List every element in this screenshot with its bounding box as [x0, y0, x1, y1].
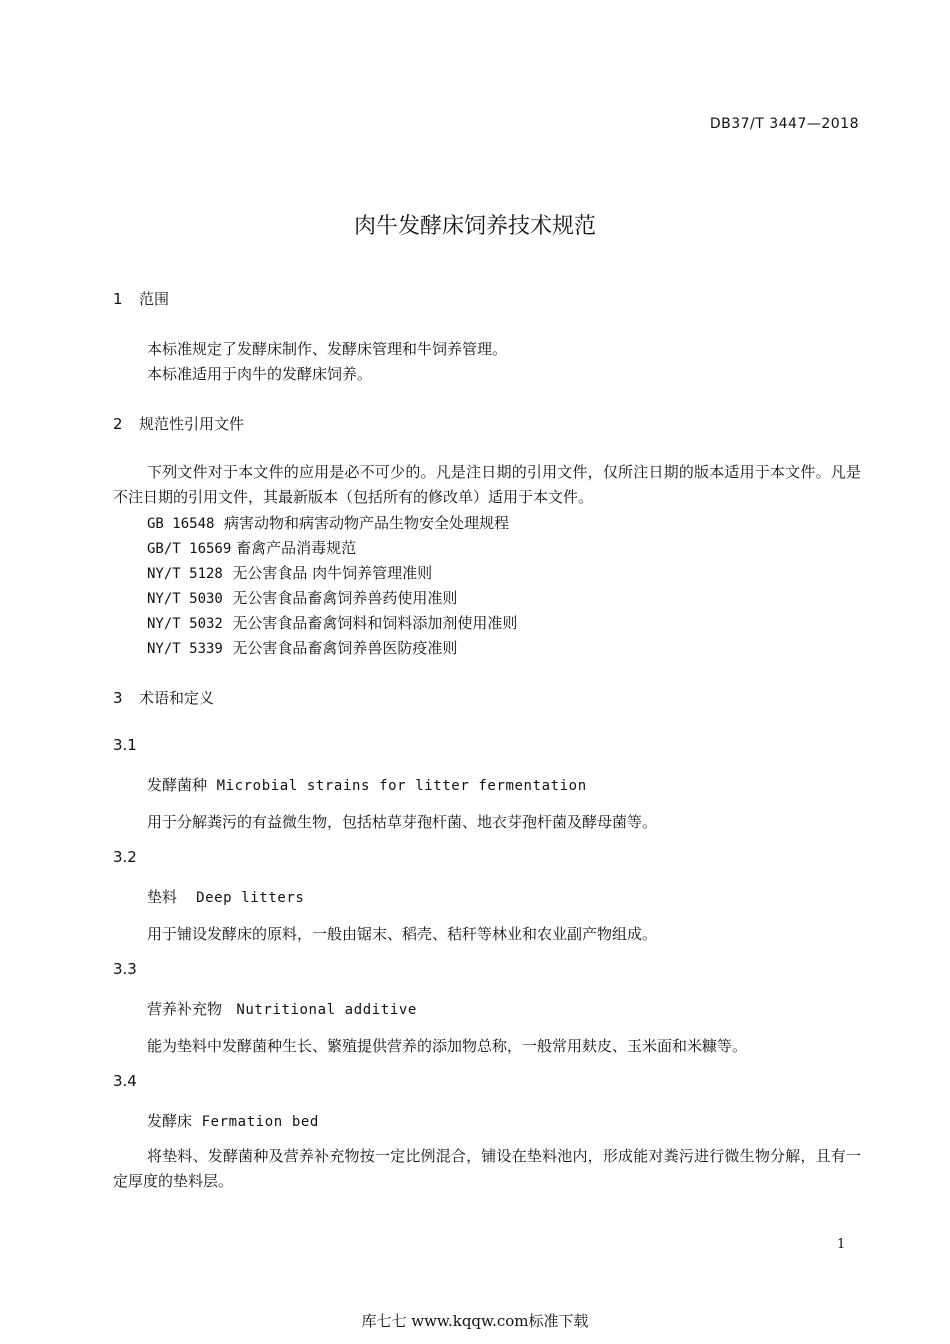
reference-item	[147, 537, 356, 558]
term-definition: 用于铺设发酵床的原料，一般由锯末、稻壳、秸秆等林业和农业副产物组成。	[147, 925, 658, 943]
reference-item	[147, 637, 457, 658]
reference-code: GB 16548	[147, 516, 215, 532]
term-definition: 能为垫料中发酵菌种生长、繁殖提供营养的添加物总称，一般常用麸皮、玉米面和米糠等。	[147, 1037, 748, 1055]
reference-title: 畜禽产品消毒规范	[236, 539, 357, 557]
section-heading-scope	[113, 288, 169, 309]
section-number: 3	[113, 689, 123, 707]
section-number: 2	[113, 415, 123, 433]
term-english: Microbial strains for litter fermentation	[216, 778, 587, 794]
term-entry	[147, 998, 417, 1019]
reference-title: 无公害食品畜禽饲养兽医防疫准则	[232, 639, 458, 657]
term-english: Nutritional additive	[236, 1002, 417, 1018]
reference-code: NY/T 5128	[147, 566, 223, 582]
section-title: 规范性引用文件	[139, 415, 245, 433]
section-number: 1	[113, 290, 123, 308]
term-number: 3.4	[113, 1072, 137, 1090]
term-english: Fermation bed	[201, 1114, 319, 1130]
term-definition: 用于分解粪污的有益微生物，包括枯草芽孢杆菌、地衣芽孢杆菌及酵母菌等。	[147, 813, 658, 831]
term-chinese: 发酵床	[147, 1112, 193, 1130]
section-heading-references	[113, 413, 244, 434]
reference-code: NY/T 5339	[147, 641, 223, 657]
section-heading-terms	[113, 687, 214, 708]
term-definition: 将垫料、发酵菌种及营养补充物按一定比例混合，铺设在垫料池内，形成能对粪污进行微生物分解，且有一定厚度的垫料层。	[113, 1147, 861, 1190]
scope-paragraph: 本标准适用于肉牛的发酵床饲养。	[147, 365, 373, 383]
section-title: 范围	[139, 290, 170, 308]
reference-item	[147, 587, 457, 608]
reference-title: 无公害食品 肉牛饲养管理准则	[232, 564, 433, 582]
term-entry	[147, 886, 304, 907]
reference-code: GB/T 16569	[147, 541, 232, 557]
reference-title: 无公害食品畜禽饲养兽药使用准则	[232, 589, 458, 607]
term-chinese: 营养补充物	[147, 1000, 223, 1018]
term-english: Deep litters	[196, 890, 305, 906]
reference-title: 病害动物和病害动物产品生物安全处理规程	[223, 514, 509, 532]
term-number: 3.3	[113, 960, 137, 978]
document-title: 肉牛发酵床饲养技术规范	[353, 214, 596, 239]
references-intro: 下列文件对于本文件的应用是必不可少的。凡是注日期的引用文件，仅所注日期的版本适用于本文件。凡是不注日期的引用文件，其最新版本（包括所有的修改单）适用于本文件。	[113, 463, 861, 506]
term-entry	[147, 774, 587, 795]
reference-code: NY/T 5032	[147, 616, 223, 632]
term-chinese: 垫料	[147, 888, 178, 906]
standard-code: DB37/T 3447—2018	[709, 116, 859, 132]
term-number: 3.1	[113, 736, 137, 754]
reference-title: 无公害食品畜禽饲料和饲料添加剂使用准则	[232, 614, 518, 632]
reference-item	[147, 512, 509, 533]
reference-item	[147, 612, 517, 633]
section-title: 术语和定义	[139, 689, 215, 707]
term-entry	[147, 1110, 319, 1131]
reference-item	[147, 562, 432, 583]
term-number: 3.2	[113, 848, 137, 866]
scope-paragraph: 本标准规定了发酵床制作、发酵床管理和牛饲养管理。	[147, 340, 508, 358]
reference-code: NY/T 5030	[147, 591, 223, 607]
page-number: 1	[837, 1237, 846, 1252]
footer-watermark: 库七七 www.kqqw.com标准下载	[361, 1312, 589, 1330]
term-chinese: 发酵菌种	[147, 776, 208, 794]
